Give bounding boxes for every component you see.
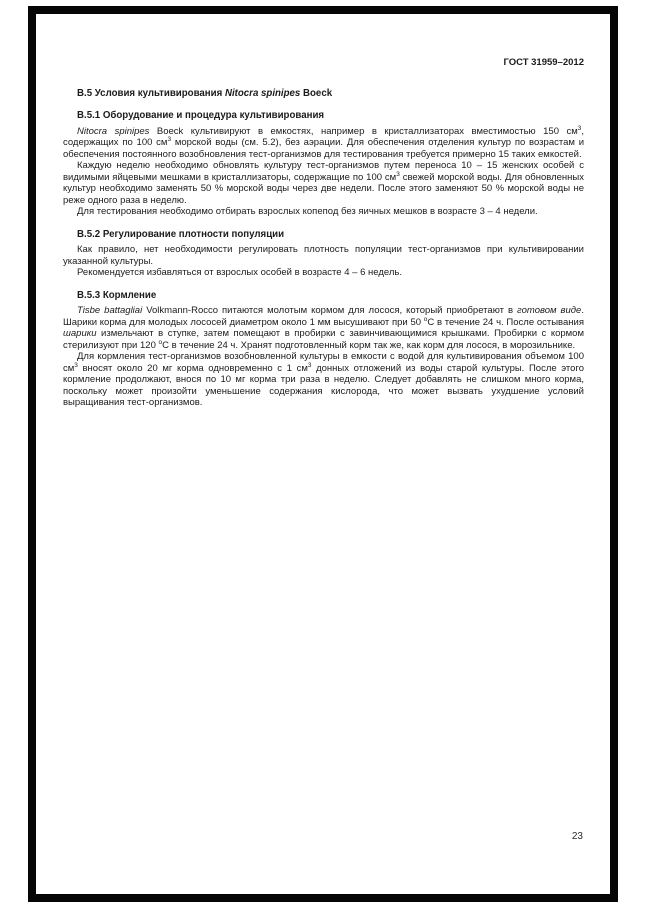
text-run: вносят около 20 мг корма одновременно с 1 см — [77, 362, 308, 374]
text-run: измельчают в ступке, затем помещают в пробирки с завинчивающимися крышками. Пробирки с кормом стерилизуют при 120 — [63, 328, 584, 351]
text-run: донных отложений из воды старой культуры. После этого кормление продолжают, внося по 10 мг корма три раза в неделю. Следует добавлять не слишком много корма, поскольку может произойти уменьшение содержания кислорода, что может вызвать ухудшение условий выращивания тест-организмов. — [63, 362, 584, 408]
text-run: 3 — [167, 135, 172, 143]
text-run: В.5.3 Кормление — [77, 289, 157, 301]
text-run: В.5 Условия культивирования — [77, 87, 225, 99]
text-run: шарики — [63, 328, 97, 339]
text-run: морской воды (см. 5.2), без аэрации. Для обеспечения отделения культур по возрастам и обеспечения постоянного возобновления тест-организмов для тестирования требуется примерно 15 таких емкостей. — [63, 137, 584, 160]
page-content — [63, 57, 584, 409]
text-run: Nitocra spinipes — [224, 87, 301, 99]
text-run: свежей морской воды. Для обновленных культур необходимо заменять 50 % морской воды через две недели. После этого заменяют 50 % морской воды не реже одного раза в неделю. — [63, 171, 584, 206]
paragraph — [63, 244, 584, 267]
text-run: Для кормления тест-организмов возобновленной культуры в емкости с водой для культивирования объемом 100 см — [63, 351, 584, 374]
text-run: Nitocra spinipes — [77, 125, 150, 137]
section-heading — [63, 110, 584, 122]
paragraph — [63, 160, 584, 206]
section-heading — [63, 229, 584, 241]
text-run: В.5.1 Оборудование и процедура культивирования — [77, 110, 325, 121]
document-body — [63, 88, 584, 409]
text-run: о — [158, 338, 163, 346]
text-run: готовом виде — [517, 305, 582, 316]
text-run: 3 — [74, 361, 78, 369]
text-run: 3 — [577, 124, 582, 132]
text-run: Tisbe battagliai — [77, 305, 143, 316]
text-run: Boeck — [300, 87, 333, 99]
text-run: 3 — [396, 170, 400, 178]
text-run: Рекомендуется избавляться от взрослых особей в возрасте 4 – 6 недель. — [77, 267, 402, 278]
paragraph — [63, 126, 584, 161]
text-run: Каждую неделю необходимо обновлять культуру тест-организмов путем переноса 10 – 15 женских особей с видимыми яйцевыми мешками в кристаллизаторы, содержащие по 100 см — [63, 160, 584, 183]
section-heading — [63, 88, 584, 100]
text-run: Как правило, нет необходимости регулировать плотность популяции тест-организмов при культивировании указанной культуры. — [63, 244, 584, 267]
text-run: С в течение 24 ч. Хранят подготовленный корм так же, как корм для лосося, в морозильнике. — [162, 339, 576, 351]
paragraph — [63, 305, 584, 351]
paragraph — [63, 267, 584, 279]
document-number: ГОСТ 31959–2012 — [503, 57, 584, 68]
page-number: 23 — [571, 831, 583, 842]
text-run: 3 — [307, 361, 312, 369]
paragraph — [63, 206, 584, 218]
text-run: Boeck культивируют в емкостях, например в кристаллизаторах вместимостью 150 см — [149, 125, 578, 137]
section-heading — [63, 290, 584, 302]
paragraph — [63, 351, 584, 409]
text-run: , содержащих по 100 см — [63, 125, 584, 148]
text-run: Для тестирования необходимо отбирать взрослых копепод без яичных мешков в возрасте 3 – 4 недели. — [77, 206, 538, 217]
text-run: . Шарики корма для молодых лососей диаметром около 1 мм высушивают при 50 — [63, 305, 584, 328]
text-run: Volkmann-Rocco питаются молотым кормом для лосося, который приобретают в — [142, 305, 518, 316]
text-run: В.5.2 Регулирование плотности популяции — [77, 228, 285, 240]
text-run: о — [423, 315, 428, 323]
text-run: С в течение 24 ч. После остывания — [427, 316, 584, 328]
